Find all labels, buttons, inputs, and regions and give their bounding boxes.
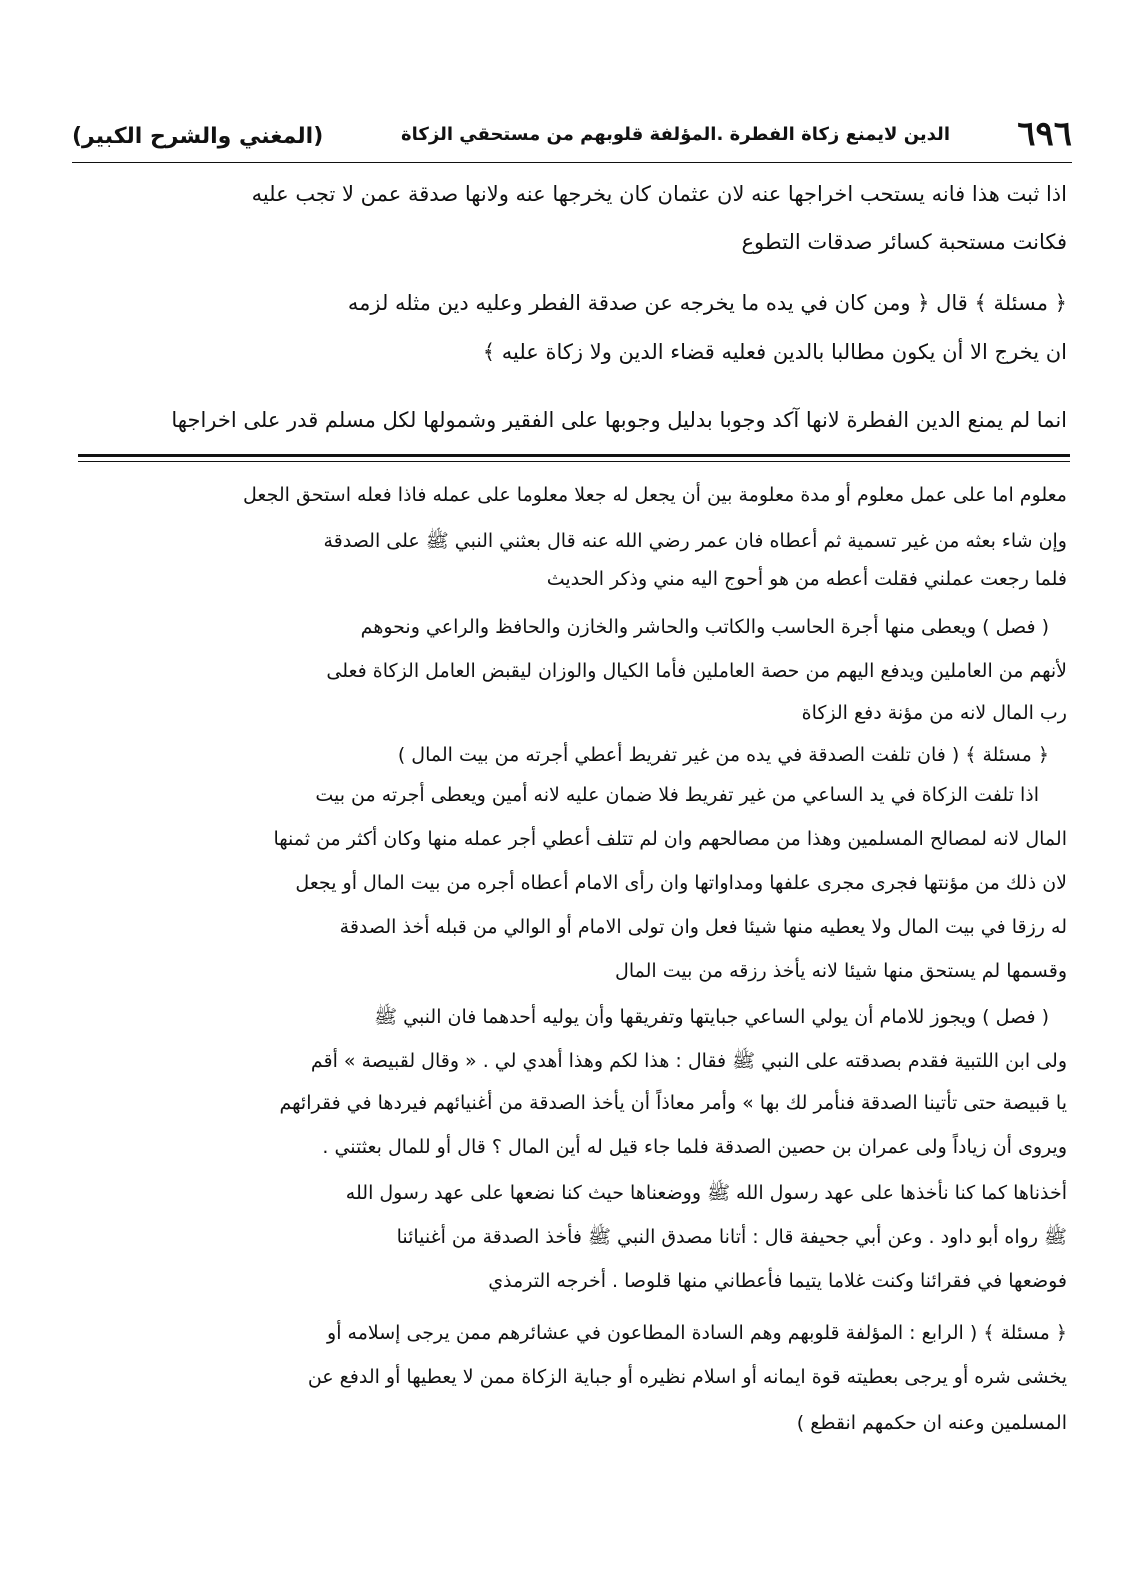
lower-line: ﴿ مسئلة ﴾ ( الرابع : المؤلفة قلوبهم وهم السادة المطاعون في عشائرهم ممن يرجى إسلامه أو (327, 1322, 1067, 1344)
lower-line: وإن شاء بعثه من غير تسمية ثم أعطاه فان عمر رضي الله عنه قال بعثني النبي ﷺ على الصدقة (323, 530, 1067, 552)
lower-line: فلما رجعت عملني فقلت أعطه من هو أحوج اليه مني وذكر الحديث (546, 568, 1067, 590)
lower-line: لان ذلك من مؤنتها فجرى مجرى علفها ومداواتها وان رأى الامام أعطاه أجره من بيت المال أو يجعل (295, 872, 1067, 894)
lower-line: رب المال لانه من مؤنة دفع الزكاة (801, 702, 1067, 724)
lower-line: له رزقا في بيت المال ولا يعطيه منها شيئا فعل وان تولى الامام أو الوالي من قبله أخذ الصدقة (339, 916, 1067, 938)
lower-line: يا قبيصة حتى تأتينا الصدقة فنأمر لك بها » وأمر معاذاً أن يأخذ الصدقة من أغنيائهم فيردها في فقرائهم (279, 1092, 1067, 1114)
book-title: (المغني والشرح الكبير) (72, 124, 324, 149)
lower-line: اذا تلفت الزكاة في يد الساعي من غير تفريط فلا ضمان عليه لانه أمين ويعطى أجرته من بيت (315, 784, 1039, 806)
section-divider-thick (78, 454, 1070, 457)
lower-line: المال لانه لمصالح المسلمين وهذا من مصالحهم وان لم تتلف أعطي أجر عمله منها وكان أكثر من ثمنها (273, 828, 1067, 850)
lower-line: ( فصل ) ويجوز للامام أن يولي الساعي جبايتها وتفريقها وأن يوليه أحدهما فان النبي ﷺ (374, 1006, 1049, 1028)
lower-line: فوضعها في فقرائنا وكنت غلاما يتيما فأعطاني منها قلوصا . أخرجه الترمذي (488, 1270, 1067, 1292)
upper-line: اذا ثبت هذا فانه يستحب اخراجها عنه لان عثمان كان يخرجها عنه ولانها صدقة عمن لا تجب عليه (251, 182, 1067, 206)
lower-line: ( فصل ) ويعطى منها أجرة الحاسب والكاتب والحاشر والخازن والحافظ والراعي ونحوهم (360, 616, 1049, 638)
lower-line: يخشى شره أو يرجى بعطيته قوة ايمانه أو اسلام نظيره أو جباية الزكاة ممن لا يعطيها أو الدفع عن (307, 1366, 1067, 1388)
lower-line: المسلمين وعنه ان حكمهم انقطع ) (796, 1412, 1067, 1434)
lower-line: ﴿ مسئلة ﴾ ( فان تلفت الصدقة في يده من غير تفريط أعطي أجرته من بيت المال ) (397, 744, 1049, 766)
lower-line: ويروى أن زياداً ولى عمران بن حصين الصدقة فلما جاء قيل له أين المال ؟ قال أو للمال بعثتني . (322, 1136, 1067, 1158)
upper-line: ﴿ مسئلة ﴾ قال ﴿ ومن كان في يده ما يخرجه عن صدقة الفطر وعليه دين مثله لزمه (347, 291, 1067, 315)
lower-line: وقسمها لم يستحق منها شيئا لانه يأخذ رزقه من بيت المال (615, 960, 1067, 982)
upper-line: انما لم يمنع الدين الفطرة لانها آكد وجوبا بدليل وجوبها على الفقير وشمولها لكل مسلم قدر على اخراجها (171, 408, 1067, 432)
lower-line: لأنهم من العاملين ويدفع اليهم من حصة العاملين فأما الكيال والوزان ليقبض العامل الزكاة فعلى (326, 660, 1067, 682)
upper-line: فكانت مستحبة كسائر صدقات التطوع (741, 230, 1067, 254)
lower-line: معلوم اما على عمل معلوم أو مدة معلومة بين أن يجعل له جعلا معلوما على عمله فاذا فعله استحق الجعل (243, 484, 1067, 506)
upper-line: ان يخرج الا أن يكون مطالبا بالدين فعليه قضاء الدين ولا زكاة عليه ﴾ (482, 340, 1067, 364)
lower-line: أخذناها كما كنا نأخذها على عهد رسول الله ﷺ ووضعناها حيث كنا نضعها على عهد رسول الله (345, 1182, 1067, 1204)
header-rule (72, 162, 1072, 163)
section-divider-thin (78, 461, 1070, 462)
page-number: ٦٩٦ (1017, 114, 1072, 154)
running-title: الدين لايمنع زكاة الفطرة .المؤلفة قلوبهم من مستحقي الزكاة (401, 124, 950, 145)
running-header (72, 114, 1072, 162)
lower-line: ولى ابن اللتبية فقدم بصدقته على النبي ﷺ فقال : هذا لكم وهذا أهدي لي . « وقال لقبيصة » أقم (310, 1050, 1067, 1072)
lower-line: ﷺ رواه أبو داود . وعن أبي جحيفة قال : أتانا مصدق النبي ﷺ فأخذ الصدقة من أغنيائنا (396, 1226, 1067, 1248)
